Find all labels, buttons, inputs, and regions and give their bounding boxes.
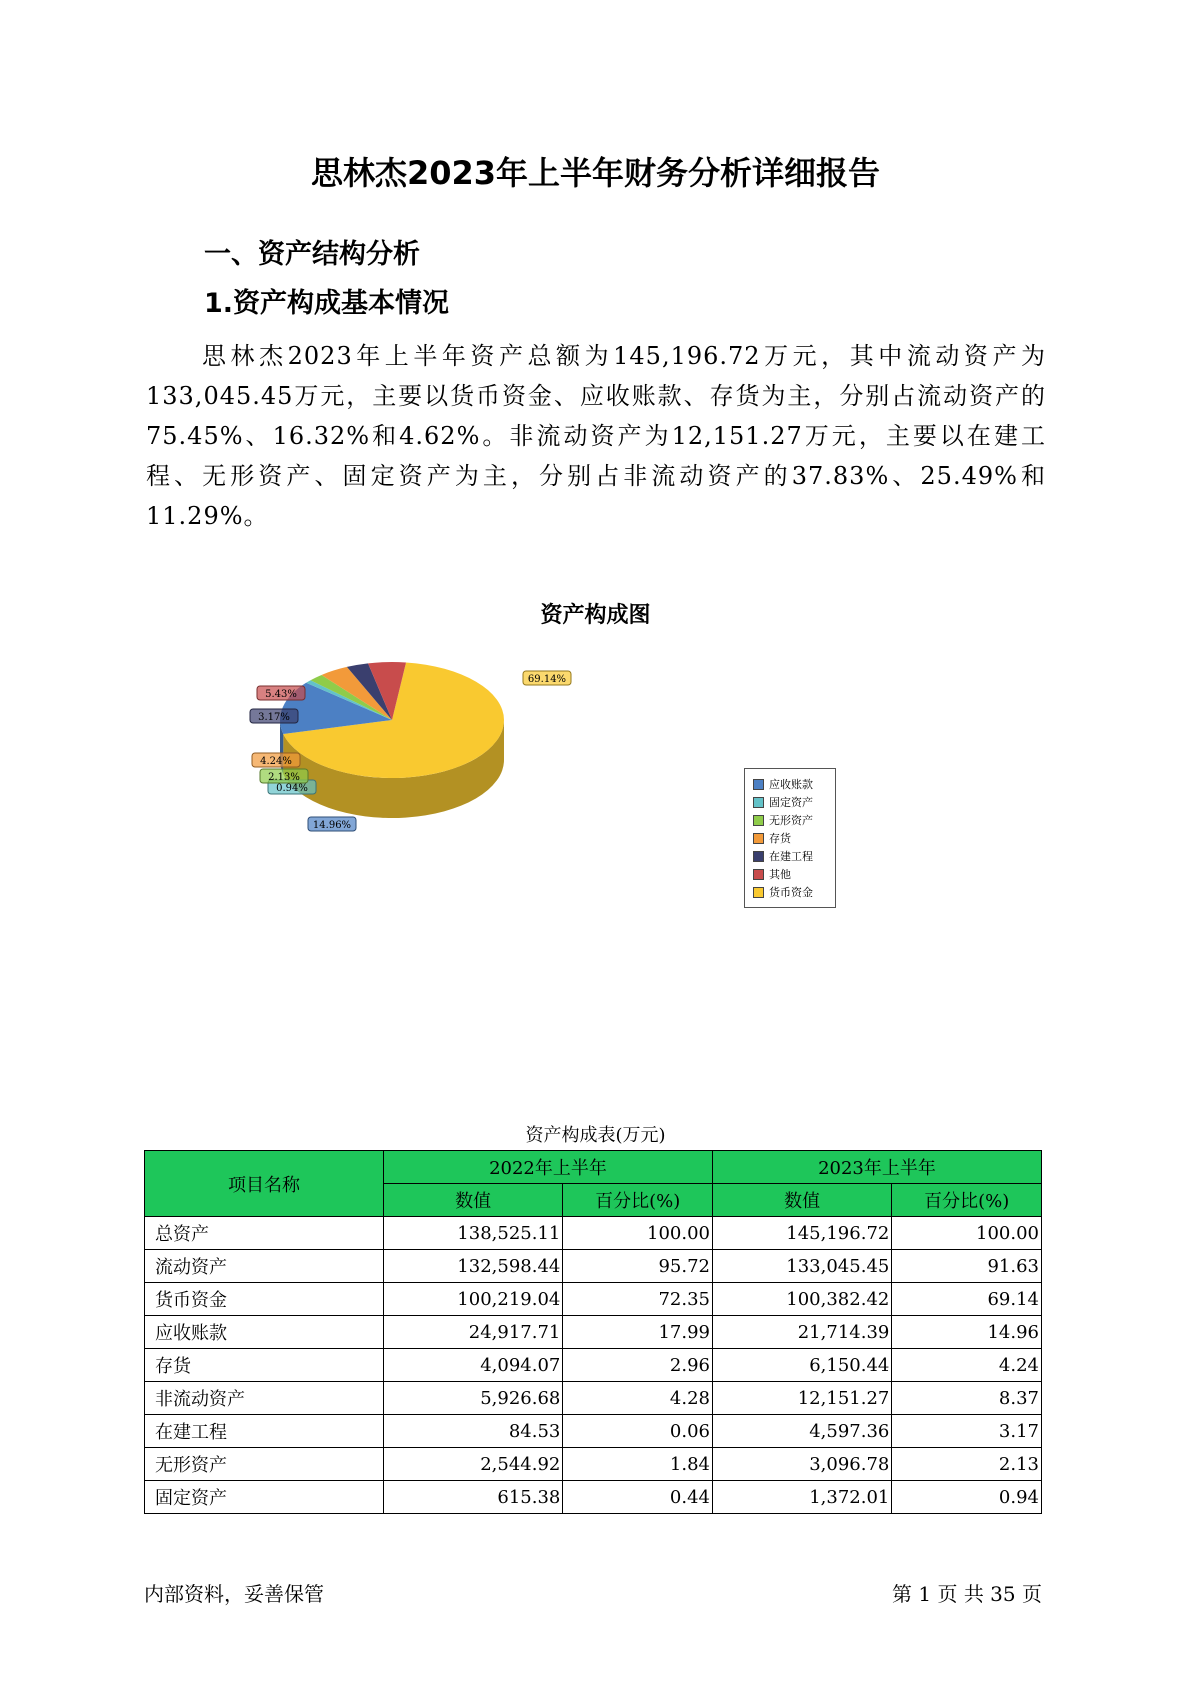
cell-value: 2,544.92	[384, 1448, 563, 1481]
cell-value: 100.00	[892, 1217, 1042, 1250]
cell-value: 8.37	[892, 1382, 1042, 1415]
legend-item	[753, 793, 835, 811]
row-name: 货币资金	[145, 1283, 384, 1316]
cell-value: 0.06	[563, 1415, 713, 1448]
row-name: 无形资产	[145, 1448, 384, 1481]
svg-text:4.24%: 4.24%	[260, 756, 292, 767]
pie-data-label	[308, 817, 356, 831]
cell-value: 1.84	[563, 1448, 713, 1481]
legend-item	[753, 811, 835, 829]
legend-item	[753, 865, 835, 883]
cell-value: 145,196.72	[712, 1217, 891, 1250]
table-row	[145, 1382, 1042, 1415]
cell-value: 84.53	[384, 1415, 563, 1448]
cell-value: 4,597.36	[712, 1415, 891, 1448]
row-name: 总资产	[145, 1217, 384, 1250]
cell-value: 2.13	[892, 1448, 1042, 1481]
svg-text:5.43%: 5.43%	[265, 689, 297, 700]
cell-value: 3,096.78	[712, 1448, 891, 1481]
legend-label: 固定资产	[769, 796, 813, 809]
row-name: 非流动资产	[145, 1382, 384, 1415]
cell-value: 91.63	[892, 1250, 1042, 1283]
pie-data-label	[252, 753, 300, 767]
head-value: 数值	[384, 1184, 563, 1217]
legend-swatch	[753, 779, 764, 790]
cell-value: 4.24	[892, 1349, 1042, 1382]
legend-label: 无形资产	[769, 814, 813, 827]
cell-value: 69.14	[892, 1283, 1042, 1316]
cell-value: 72.35	[563, 1283, 713, 1316]
cell-value: 3.17	[892, 1415, 1042, 1448]
legend-swatch	[753, 815, 764, 826]
cell-value: 133,045.45	[712, 1250, 891, 1283]
legend-label: 货币资金	[769, 886, 813, 899]
table-row	[145, 1481, 1042, 1514]
legend-swatch	[753, 869, 764, 880]
asset-table	[144, 1150, 1042, 1514]
cell-value: 0.44	[563, 1481, 713, 1514]
cell-value: 14.96	[892, 1316, 1042, 1349]
table-row	[145, 1250, 1042, 1283]
row-name: 应收账款	[145, 1316, 384, 1349]
pie-data-label	[523, 671, 571, 685]
svg-text:2.13%: 2.13%	[268, 772, 300, 783]
subsection-heading: 1.资产构成基本情况	[204, 288, 450, 319]
pie-data-label	[257, 686, 305, 700]
table-caption: 资产构成表(万元)	[525, 1125, 666, 1146]
cell-value: 100.00	[563, 1217, 713, 1250]
table-row	[145, 1349, 1042, 1382]
legend-swatch	[753, 887, 764, 898]
row-name: 流动资产	[145, 1250, 384, 1283]
legend-swatch	[753, 797, 764, 808]
cell-value: 138,525.11	[384, 1217, 563, 1250]
table-row	[145, 1448, 1042, 1481]
asset-pie-chart	[230, 660, 590, 880]
legend-swatch	[753, 833, 764, 844]
cell-value: 24,917.71	[384, 1316, 563, 1349]
cell-value: 95.72	[563, 1250, 713, 1283]
legend-swatch	[753, 851, 764, 862]
cell-value: 17.99	[563, 1316, 713, 1349]
head-pct: 百分比(%)	[892, 1184, 1042, 1217]
legend-item	[753, 775, 835, 793]
row-name: 存货	[145, 1349, 384, 1382]
legend-label: 存货	[769, 832, 791, 845]
cell-value: 132,598.44	[384, 1250, 563, 1283]
legend-item	[753, 847, 835, 865]
cell-value: 6,150.44	[712, 1349, 891, 1382]
pie-data-label	[250, 709, 298, 723]
table-row	[145, 1316, 1042, 1349]
head-year-2023: 2023年上半年	[712, 1151, 1041, 1184]
head-item-name: 项目名称	[145, 1151, 384, 1217]
cell-value: 2.96	[563, 1349, 713, 1382]
head-value: 数值	[712, 1184, 891, 1217]
table-row	[145, 1415, 1042, 1448]
report-title: 思林杰2023年上半年财务分析详细报告	[310, 154, 881, 192]
cell-value: 4.28	[563, 1382, 713, 1415]
page-number: 第 1 页 共 35 页	[892, 1582, 1042, 1606]
legend-item	[753, 883, 835, 901]
chart-legend	[744, 768, 836, 908]
cell-value: 100,219.04	[384, 1283, 563, 1316]
svg-text:0.94%: 0.94%	[276, 783, 308, 794]
table-row	[145, 1217, 1042, 1250]
head-year-2022: 2022年上半年	[384, 1151, 713, 1184]
row-name: 固定资产	[145, 1481, 384, 1514]
cell-value: 12,151.27	[712, 1382, 891, 1415]
legend-item	[753, 829, 835, 847]
svg-text:3.17%: 3.17%	[258, 712, 290, 723]
head-pct: 百分比(%)	[563, 1184, 713, 1217]
footer-note: 内部资料，妥善保管	[144, 1582, 324, 1606]
legend-label: 其他	[769, 868, 791, 881]
summary-paragraph: 思林杰2023年上半年资产总额为145,196.72万元，其中流动资产为133,045.45万元，主要以货币资金、应收账款、存货为主，分别占流动资产的75.45%、16.32%和4.62%。非流动资产为12,151.27万元，主要以在建工程、无形资产、固定资产为主，分别占非流动资产的37.83%、25.49%和11.29%。	[146, 342, 1046, 530]
chart-title: 资产构成图	[540, 603, 651, 628]
svg-text:14.96%: 14.96%	[312, 820, 352, 831]
table-row	[145, 1283, 1042, 1316]
cell-value: 0.94	[892, 1481, 1042, 1514]
cell-value: 100,382.42	[712, 1283, 891, 1316]
cell-value: 615.38	[384, 1481, 563, 1514]
legend-label: 在建工程	[769, 850, 813, 863]
cell-value: 5,926.68	[384, 1382, 563, 1415]
cell-value: 21,714.39	[712, 1316, 891, 1349]
cell-value: 1,372.01	[712, 1481, 891, 1514]
svg-text:69.14%: 69.14%	[527, 674, 567, 685]
legend-label: 应收账款	[769, 778, 813, 791]
pie-data-label	[260, 769, 308, 783]
section-heading: 一、资产结构分析	[204, 239, 420, 270]
cell-value: 4,094.07	[384, 1349, 563, 1382]
row-name: 在建工程	[145, 1415, 384, 1448]
